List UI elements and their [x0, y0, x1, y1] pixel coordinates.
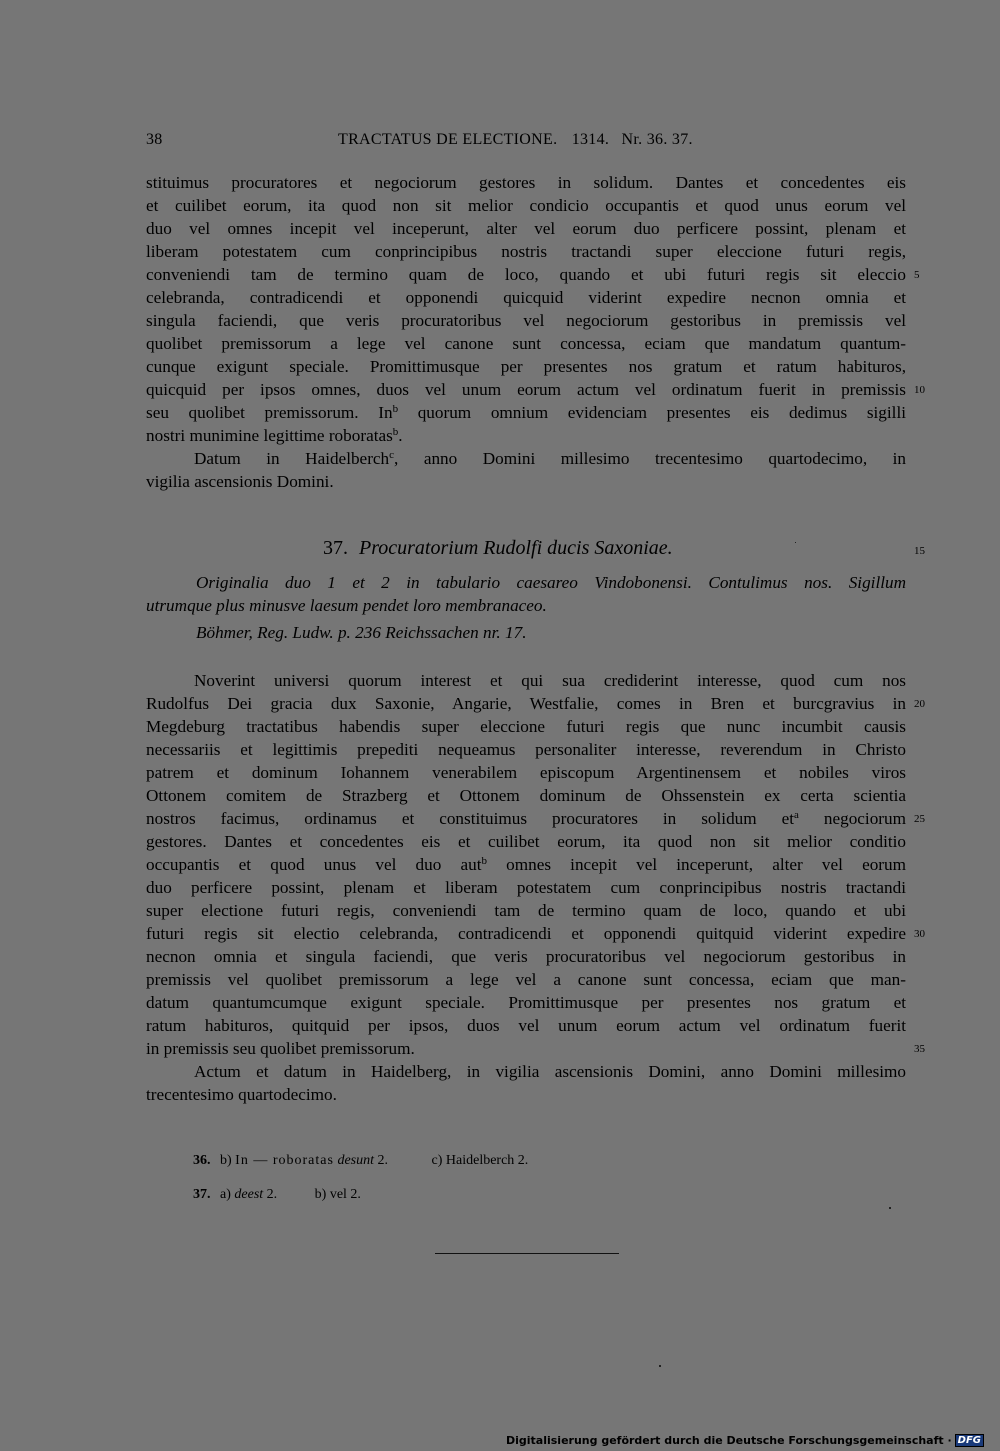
line-number: 15: [914, 545, 925, 557]
credit-text: Digitalisierung gefördert durch die Deutsche Forschungsgemeinschaft ·: [505, 1434, 952, 1447]
text-line: conveniendi tam de termino quam de loco, quando et ubi futuri regis sit eleccio: [146, 265, 906, 284]
footnote-mark: c): [431, 1153, 443, 1168]
footnote-36: [193, 1153, 528, 1169]
text-line: datum quantumcumque exigunt speciale. Promittimusque per presentes nos gratum et: [146, 993, 906, 1012]
scan-speck: [795, 542, 796, 543]
text-line: singula faciendi, que veris procuratoribus vel negociorum gestoribus in premissis vel: [146, 311, 906, 330]
text-line: stituimus procuratores et negociorum gestores in solidum. Dantes et concedentes eis: [146, 173, 906, 192]
footnote-mark: a): [220, 1187, 231, 1202]
running-header: [338, 131, 693, 149]
text-line: cunque exigunt speciale. Promittimusque per presentes nos gratum et ratum habituros,: [146, 357, 906, 376]
text-line: ratum habituros, quitquid per ipsos, duos vel unum eorum actum vel ordinatum fuerit: [146, 1016, 906, 1035]
footnote-italic: deest: [234, 1187, 264, 1202]
text-segment: omnes incepit vel inceperunt, alter vel eorum: [486, 855, 906, 874]
text-segment: quorum omnium evidenciam presentes eis dedimus sigilli: [398, 403, 907, 422]
text-line: et cuilibet eorum, ita quod non sit melior condicio occupantis et quod unus eorum vel: [146, 196, 906, 215]
text-line: duo vel omnes incepit vel inceperunt, alter vel eorum duo perficere possint, plenam et: [146, 219, 906, 238]
text-segment: nostros facimus, ordinamus et constituimus procuratores in solidum et: [146, 809, 795, 828]
footnote-mark: b: [392, 403, 399, 415]
text-line: quicquid per ipsos omnes, duos vel unum eorum actum vel ordinatum fuerit in premissis: [146, 380, 906, 399]
footnote-text: vel 2.: [329, 1187, 361, 1202]
line-number: 25: [914, 813, 925, 825]
text-line: duo perficere possint, plenam et liberam potestatem cum conprincipibus nostris tractandi: [146, 878, 906, 897]
line-number: 5: [914, 269, 920, 281]
text-line: Ottonem comitem de Strazberg et Ottonem dominum de Ohssenstein ex certa scientia: [146, 786, 906, 805]
footnote-37: [193, 1187, 361, 1203]
header-year: 1314.: [571, 131, 610, 148]
text-line: liberam potestatem cum conprincipibus nostris tractandi super eleccione futuri regis,: [146, 242, 906, 261]
text-segment: In: [378, 403, 393, 422]
footnote-mark: a: [794, 809, 799, 821]
line-number: 10: [914, 384, 925, 396]
line-number: 30: [914, 928, 925, 940]
text-line: super electione futuri regis, conveniendi tam de termino quam de loco, quando et ubi: [146, 901, 906, 920]
datum-line-2: vigilia ascensionis Domini.: [146, 472, 334, 491]
text-line: Megdeburg tractatibus habendis super eleccione futuri regis que nunc incumbit causis: [146, 717, 906, 736]
header-doc-numbers: Nr. 36. 37.: [621, 131, 693, 148]
dfg-logo: DFG: [955, 1434, 984, 1447]
text-segment: , anno Domini millesimo trecentesimo quartodecimo, in: [394, 449, 906, 468]
scan-speck: [659, 1365, 661, 1367]
footnote-mark: b: [481, 855, 487, 867]
actum-line: Actum et datum in Haidelberg, in vigilia ascensionis Domini, anno Domini millesimo: [194, 1062, 906, 1081]
footnote-text: In — roboratas: [235, 1153, 334, 1168]
text-line: patrem et dominum Iohannem venerabilem episcopum Argentinensem et nobiles viros: [146, 763, 906, 782]
footnote-mark: c: [389, 449, 395, 461]
footnote-text: 2.: [266, 1187, 278, 1202]
footnote-mark: b): [314, 1187, 327, 1202]
source-note-2: utrumque plus minusve laesum pendet loro membranaceo.: [146, 596, 547, 615]
doc37-heading: [323, 537, 673, 560]
datum-line: [194, 448, 906, 470]
text-segment: .: [398, 426, 403, 445]
text-line: necessariis et legittimis prepediti nequeamus personaliter interesse, reverendum in Christo: [146, 740, 906, 759]
line-number: 35: [914, 1043, 925, 1055]
digitization-credit: [506, 1434, 984, 1447]
text-line: quolibet premissorum a lege vel canone sunt concessa, eciam que mandatum quantum-: [146, 334, 906, 353]
text-line: in premissis seu quolibet premissorum.: [146, 1039, 415, 1058]
footnote-text: 2.: [377, 1153, 388, 1168]
text-segment: seu quolibet premissorum.: [146, 403, 359, 422]
text-line: [146, 402, 906, 424]
closing-rule: [435, 1253, 619, 1254]
text-line: futuri regis sit electio celebranda, contradicendi et opponendi quitquid viderint expedire: [146, 924, 906, 943]
text-line: premissis vel quolibet premissorum a lege vel a canone sunt concessa, eciam que man-: [146, 970, 906, 989]
footnote-italic: desunt: [337, 1153, 374, 1168]
footnote-label: 37.: [193, 1187, 211, 1202]
bibliographic-reference: Böhmer, Reg. Ludw. p. 236 Reichssachen nr. 17.: [196, 623, 527, 642]
text-line: [146, 425, 906, 447]
text-segment: negociorum: [798, 809, 906, 828]
source-note: Originalia duo 1 et 2 in tabulario caesareo Vindobonensi. Contulimus nos. Sigillum: [196, 573, 906, 592]
scan-speck: [889, 1207, 891, 1209]
text-line: Noverint universi quorum interest et qui sua crediderint interesse, quod cum nos: [194, 671, 906, 690]
doc37-title: Procuratorium Rudolfi ducis Saxoniae.: [359, 537, 673, 559]
text-segment: occupantis et quod unus vel duo aut: [146, 855, 482, 874]
footnote-mark: b: [392, 426, 399, 438]
footnote-mark: b): [220, 1153, 232, 1168]
running-title: TRACTATUS DE ELECTIONE.: [338, 131, 558, 148]
footnote-text: Haidelberch 2.: [445, 1153, 529, 1168]
text-line: celebranda, contradicendi et opponendi quicquid viderint expedire necnon omnia et: [146, 288, 906, 307]
text-line: gestores. Dantes et concedentes eis et cuilibet eorum, ita quod non sit melior conditio: [146, 832, 906, 851]
text-segment: nostri munimine legittime roboratas: [146, 426, 393, 445]
text-segment: Datum in Haidelberch: [194, 449, 390, 468]
page-number: 38: [146, 131, 163, 148]
text-line: [146, 854, 906, 876]
line-number: 20: [914, 698, 925, 710]
text-line: necnon omnia et singula faciendi, que veris procuratoribus vel negociorum gestoribus in: [146, 947, 906, 966]
text-line: Rudolfus Dei gracia dux Saxonie, Angarie, Westfalie, comes in Bren et burcgravius in: [146, 694, 906, 713]
actum-line-2: trecentesimo quartodecimo.: [146, 1085, 337, 1104]
footnote-label: 36.: [193, 1153, 211, 1168]
doc37-number: 37.: [323, 537, 348, 559]
text-line: [146, 808, 906, 830]
